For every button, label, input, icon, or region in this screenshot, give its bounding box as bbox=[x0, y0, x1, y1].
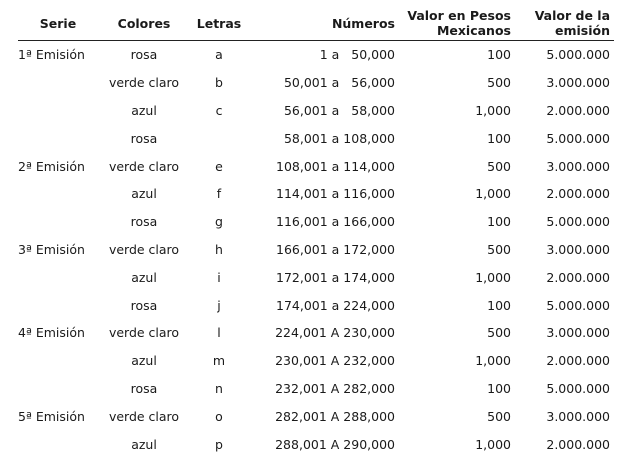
cell-letra bbox=[190, 124, 248, 152]
table-row bbox=[18, 97, 614, 125]
table-row bbox=[18, 41, 614, 69]
header-valor bbox=[401, 6, 511, 41]
cell-letra: h bbox=[215, 241, 223, 257]
table-row bbox=[18, 263, 614, 291]
cell-emision: 3.000.000 bbox=[546, 241, 610, 257]
cell-serie: 1ª Emisión bbox=[18, 47, 85, 63]
cell-emision: 3.000.000 bbox=[546, 75, 610, 91]
cell-color: verde claro bbox=[108, 75, 180, 91]
cell-serie: 2ª Emisión bbox=[18, 158, 85, 174]
cell-serie bbox=[18, 291, 98, 319]
cell-serie bbox=[18, 263, 98, 291]
cell-serie bbox=[18, 97, 98, 125]
table-row bbox=[18, 402, 614, 430]
cell-emision: 5.000.000 bbox=[546, 130, 610, 146]
cell-emision: 2.000.000 bbox=[546, 186, 610, 202]
cell-valor: 500 bbox=[487, 75, 511, 91]
cell-serie bbox=[18, 124, 98, 152]
cell-numeros: 282,001 A 288,000 bbox=[275, 408, 395, 424]
cell-color: verde claro bbox=[108, 241, 180, 257]
cell-valor: 100 bbox=[487, 297, 511, 313]
table-row bbox=[18, 291, 614, 319]
cell-serie: 3ª Emisión bbox=[18, 241, 85, 257]
cell-valor: 100 bbox=[487, 130, 511, 146]
cell-letra: n bbox=[215, 380, 223, 396]
cell-letra: a bbox=[215, 47, 223, 63]
cell-color: rosa bbox=[130, 380, 158, 396]
cell-numeros: 232,001 A 282,000 bbox=[275, 380, 395, 396]
cell-numeros: 114,001 a 116,000 bbox=[276, 186, 395, 202]
cell-letra: b bbox=[215, 75, 223, 91]
cell-serie bbox=[18, 69, 98, 97]
cell-numeros: 174,001 a 224,000 bbox=[276, 297, 395, 313]
cell-serie: 4ª Emisión bbox=[18, 325, 85, 341]
cell-valor: 1,000 bbox=[475, 269, 511, 285]
header-letras: Letras bbox=[190, 6, 248, 41]
cell-numeros: 116,001 a 166,000 bbox=[276, 214, 395, 230]
cell-serie: 5ª Emisión bbox=[18, 408, 85, 424]
table-row bbox=[18, 180, 614, 208]
cell-letra: c bbox=[215, 102, 223, 118]
cell-letra: f bbox=[216, 186, 222, 202]
cell-numeros: 1 a 50,000 bbox=[319, 47, 395, 63]
cell-emision: 5.000.000 bbox=[546, 214, 610, 230]
cell-numeros: 56,001 a 58,000 bbox=[283, 102, 395, 118]
table-row bbox=[18, 347, 614, 375]
cell-numeros: 58,001 a 108,000 bbox=[283, 130, 395, 146]
table-row bbox=[18, 430, 614, 458]
table-row bbox=[18, 124, 614, 152]
cell-emision: 2.000.000 bbox=[546, 353, 610, 369]
cell-color: azul bbox=[131, 102, 157, 118]
cell-color: azul bbox=[131, 186, 157, 202]
cell-color: verde claro bbox=[108, 408, 180, 424]
cell-color: azul bbox=[131, 353, 157, 369]
cell-letra: e bbox=[215, 158, 223, 174]
header-colores: Colores bbox=[98, 6, 190, 41]
cell-valor: 100 bbox=[487, 214, 511, 230]
cell-letra: j bbox=[217, 297, 221, 313]
cell-letra: p bbox=[215, 436, 223, 452]
table-row bbox=[18, 208, 614, 236]
cell-valor: 1,000 bbox=[475, 353, 511, 369]
cell-color: rosa bbox=[130, 214, 158, 230]
cell-serie bbox=[18, 180, 98, 208]
cell-numeros: 288,001 A 290,000 bbox=[275, 436, 395, 452]
table-row bbox=[18, 236, 614, 264]
cell-letra: l bbox=[217, 325, 221, 341]
table-row bbox=[18, 152, 614, 180]
cell-emision: 2.000.000 bbox=[546, 102, 610, 118]
cell-color: rosa bbox=[130, 297, 158, 313]
cell-numeros: 108,001 a 114,000 bbox=[276, 158, 395, 174]
emission-table bbox=[18, 6, 614, 458]
cell-serie bbox=[18, 375, 98, 403]
header-emision bbox=[511, 6, 614, 41]
cell-valor: 500 bbox=[487, 158, 511, 174]
table-row bbox=[18, 69, 614, 97]
cell-color: rosa bbox=[130, 130, 158, 146]
cell-emision: 5.000.000 bbox=[546, 47, 610, 63]
cell-valor: 100 bbox=[487, 380, 511, 396]
cell-color: verde claro bbox=[108, 158, 180, 174]
cell-emision: 2.000.000 bbox=[546, 436, 610, 452]
cell-valor: 500 bbox=[487, 325, 511, 341]
cell-letra: g bbox=[215, 214, 223, 230]
cell-numeros: 166,001 a 172,000 bbox=[276, 241, 395, 257]
cell-emision: 2.000.000 bbox=[546, 269, 610, 285]
cell-letra: o bbox=[215, 408, 223, 424]
cell-letra: m bbox=[212, 353, 226, 369]
cell-emision: 3.000.000 bbox=[546, 158, 610, 174]
cell-valor: 1,000 bbox=[475, 186, 511, 202]
cell-color: verde claro bbox=[108, 325, 180, 341]
header-valor-line1: Valor en Pesos bbox=[407, 8, 511, 23]
header-emision-line2: emisión bbox=[555, 23, 610, 38]
table-row bbox=[18, 375, 614, 403]
table-row bbox=[18, 319, 614, 347]
header-valor-line2: Mexicanos bbox=[436, 23, 511, 38]
cell-emision: 5.000.000 bbox=[546, 297, 610, 313]
table-body bbox=[18, 41, 614, 458]
cell-emision: 3.000.000 bbox=[546, 408, 610, 424]
table-header bbox=[18, 6, 614, 41]
cell-color: rosa bbox=[130, 47, 158, 63]
cell-numeros: 172,001 a 174,000 bbox=[276, 269, 395, 285]
cell-valor: 500 bbox=[487, 408, 511, 424]
cell-serie bbox=[18, 208, 98, 236]
cell-valor: 1,000 bbox=[475, 436, 511, 452]
header-numeros: Números bbox=[248, 6, 401, 41]
header-emision-line1: Valor de la bbox=[534, 8, 610, 23]
cell-letra: i bbox=[217, 269, 221, 285]
cell-numeros: 224,001 A 230,000 bbox=[275, 325, 395, 341]
cell-color: azul bbox=[131, 436, 157, 452]
cell-valor: 100 bbox=[487, 47, 511, 63]
cell-serie bbox=[18, 430, 98, 458]
cell-valor: 500 bbox=[487, 241, 511, 257]
cell-valor: 1,000 bbox=[475, 102, 511, 118]
header-row bbox=[18, 6, 614, 41]
cell-numeros: 50,001 a 56,000 bbox=[283, 75, 395, 91]
cell-color: azul bbox=[131, 269, 157, 285]
header-serie: Serie bbox=[18, 6, 98, 41]
cell-numeros: 230,001 A 232,000 bbox=[275, 353, 395, 369]
cell-emision: 5.000.000 bbox=[546, 380, 610, 396]
cell-emision: 3.000.000 bbox=[546, 325, 610, 341]
cell-serie bbox=[18, 347, 98, 375]
